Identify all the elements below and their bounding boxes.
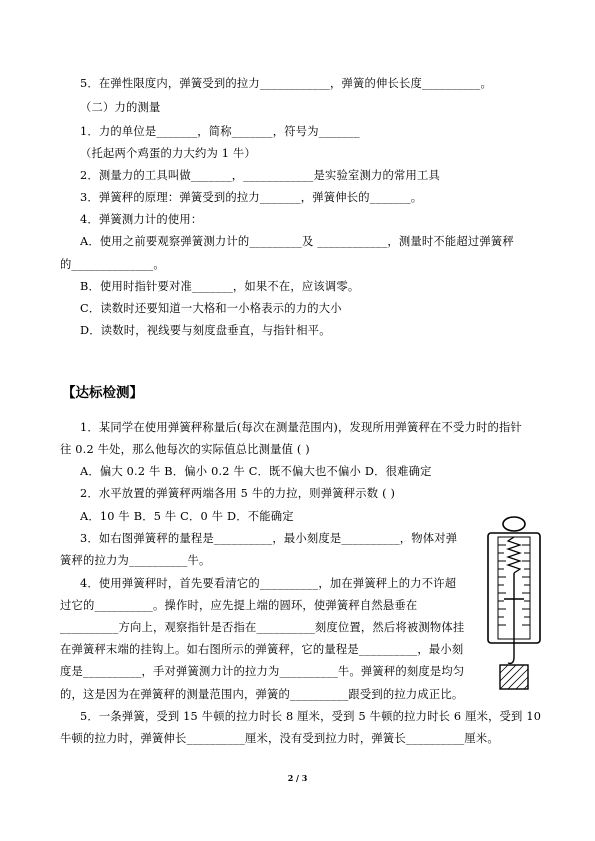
item-1-note: （托起两个鸡蛋的力大约为 1 牛） <box>80 147 256 160</box>
section-heading-assessment: 【达标检测】 <box>62 385 143 401</box>
usage-b: B．使用时指针要对准_______，如果不在，应该调零。 <box>80 280 360 293</box>
question-2: 2．水平放置的弹簧秤两端各用 5 牛的力拉，则弹簧秤示数 ( ) <box>80 487 396 500</box>
question-4-cont-4: 度是__________，手对弹簧测力计的拉力为__________牛。弹簧秤的刻度是均匀 <box>60 665 465 678</box>
question-4-cont-2: __________方向上，观察指针是否指在__________刻度位置，然后将被测物体挂 <box>60 621 465 634</box>
usage-d: D．读数时，视线要与刻度盘垂直，与指针相平。 <box>80 324 331 337</box>
question-4-cont-5: 的，这是因为在弹簧秤的测量范围内，弹簧的__________跟受到的拉力成正比。 <box>60 688 464 701</box>
spring-coil <box>508 537 520 573</box>
section-force-measurement: （二）力的测量 <box>80 101 161 114</box>
question-5-cont: 牛顿的拉力时，弹簧伸长__________厘米，没有受到拉力时，弹簧长__________厘米。 <box>60 732 499 745</box>
question-3-cont: 簧秤的拉力为__________牛。 <box>60 554 211 567</box>
item-2-measuring-tool: 2．测量力的工具叫做_______，____________是实验室测力的常用工具 <box>80 169 440 182</box>
item-5-elasticity: 5．在弹性限度内，弹簧受到的拉力____________，弹簧的伸长长度__________。 <box>80 77 492 90</box>
question-4-cont-1: 过它的__________。操作时，应先提上端的圆环，使弹簧秤自然悬垂在 <box>60 599 418 612</box>
item-1-force-unit: 1．力的单位是_______，简称_______，符号为_______ <box>80 125 360 138</box>
usage-a-cont: 的______________。 <box>60 258 165 271</box>
page-number: 2 / 3 <box>287 773 308 783</box>
scale-ring <box>503 517 525 531</box>
question-1: 1．某同学在使用弹簧秤称量后(每次在测量范围内)，发现所用弹簧秤在不受力时的指针 <box>80 421 522 434</box>
scale-hook <box>508 649 514 663</box>
usage-a: A．使用之前要观察弹簧测力计的_________及 ____________，测量时不能超过弹簧秤 <box>80 235 514 248</box>
question-2-options: A．10 牛 B．5 牛 C．0 牛 D．不能确定 <box>80 510 294 523</box>
item-4-usage: 4．弹簧测力计的使用： <box>80 213 203 226</box>
question-3: 3．如右图弹簧秤的量程是__________，最小刻度是__________，物体对弹 <box>80 532 458 545</box>
question-4: 4．使用弹簧秤时，首先要看清它的__________，加在弹簧秤上的力不许超 <box>80 577 457 590</box>
spring-scale-figure <box>480 515 548 695</box>
usage-c: C．读数时还要知道一大格和一小格表示的力的大小 <box>80 302 342 315</box>
question-1-cont: 往 0.2 牛处，那么他每次的实际值总比测量值 ( ) <box>60 443 310 456</box>
question-4-cont-3: 在弹簧秤末端的挂钩上。如右图所示的弹簧秤，它的量程是__________，最小刻 <box>60 643 464 656</box>
question-5: 5．一条弹簧，受到 15 牛顿的拉力时长 8 厘米，受到 5 牛顿的拉力时长 6 厘米，受到 10 <box>80 710 542 723</box>
question-1-options: A．偏大 0.2 牛 B．偏小 0.2 牛 C．既不偏大也不偏小 D．很难确定 <box>80 465 432 478</box>
item-3-spring-principle: 3．弹簧秤的原理：弹簧受到的拉力_______，弹簧伸长的_______。 <box>80 191 423 204</box>
